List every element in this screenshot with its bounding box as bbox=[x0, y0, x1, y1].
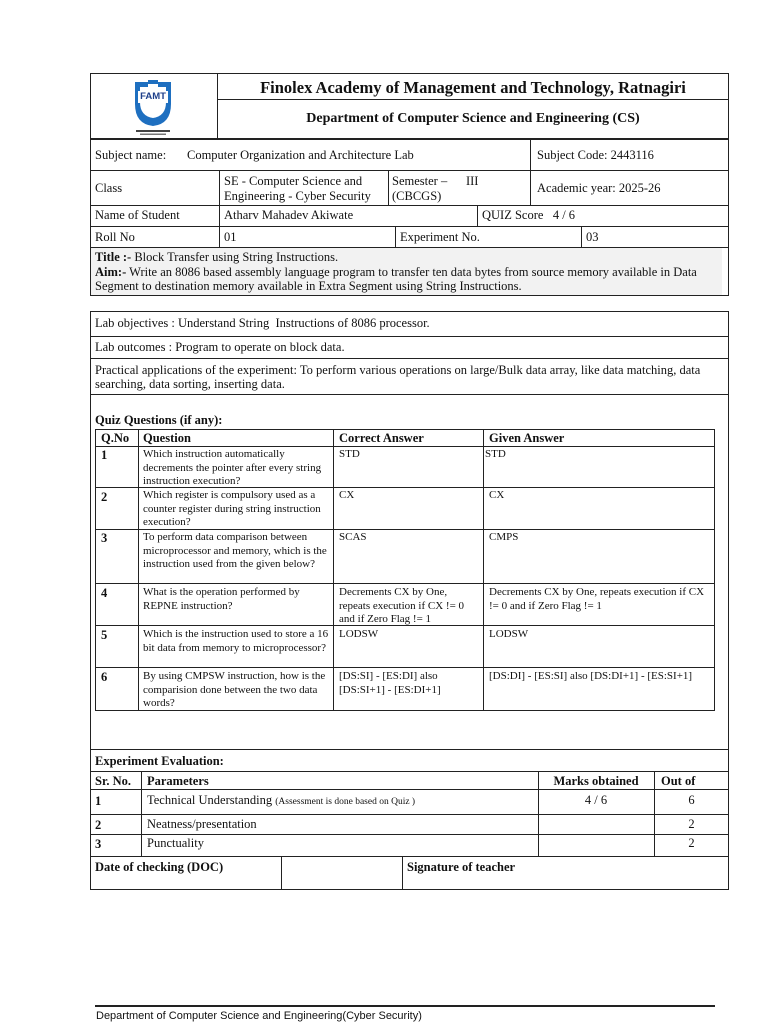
title-value: Block Transfer using String Instructions. bbox=[131, 250, 339, 264]
aim-line bbox=[95, 265, 723, 293]
logo-shield-icon bbox=[130, 78, 176, 136]
class-label: Class bbox=[95, 181, 123, 195]
info-col-line bbox=[388, 170, 389, 205]
practical-applications: Practical applications of the experiment: To perform various operations on large/Bulk data array, like data matching, data searching, data sorting, inserting data. bbox=[95, 363, 701, 391]
eval-row-line bbox=[90, 834, 729, 835]
quiz-row-2-given: CX bbox=[489, 489, 505, 501]
eval-col-line bbox=[402, 856, 403, 890]
quiz-row-1-given: STD bbox=[485, 448, 506, 460]
student-name-value: Atharv Mahadev Akiwate bbox=[224, 208, 354, 222]
info-row-line bbox=[90, 205, 729, 206]
date-of-checking-label: Date of checking (DOC) bbox=[95, 860, 224, 874]
eval-row-line bbox=[90, 771, 729, 772]
quiz-row-6-given: [DS:DI] - [ES:SI] also [DS:DI+1] - [ES:SI+1] bbox=[489, 670, 693, 682]
lab-objectives: Lab objectives : Understand String Instructions of 8086 processor. bbox=[95, 316, 430, 330]
info-row-line bbox=[90, 226, 729, 227]
student-name-label: Name of Student bbox=[95, 208, 180, 222]
eval-row-3-outof: 2 bbox=[688, 836, 695, 850]
eval-col-line bbox=[281, 856, 282, 890]
lab-row-line bbox=[90, 749, 729, 750]
quiz-row-line bbox=[95, 583, 715, 584]
lab-row-line bbox=[90, 358, 729, 359]
quiz-row-5-no: 5 bbox=[101, 628, 108, 642]
eval-header-parameters: Parameters bbox=[147, 774, 209, 788]
eval-row-line bbox=[90, 789, 729, 790]
info-col-line bbox=[530, 139, 531, 205]
logo-text: FAMT bbox=[140, 91, 166, 102]
experiment-no-value: 03 bbox=[586, 230, 599, 244]
quiz-row-4-no: 4 bbox=[101, 586, 108, 600]
eval-row-3-sr: 3 bbox=[95, 837, 102, 851]
quiz-col-line bbox=[483, 429, 484, 711]
quiz-row-1-question: Which instruction automatically decrements the pointer after every string instruction execution? bbox=[143, 448, 322, 487]
quiz-header-qno: Q.No bbox=[101, 431, 130, 445]
eval-row-1-outof: 6 bbox=[688, 793, 695, 807]
eval-row-line bbox=[90, 856, 729, 857]
evaluation-heading: Experiment Evaluation: bbox=[95, 754, 224, 768]
eval-row-2-param: Neatness/presentation bbox=[147, 817, 257, 831]
quiz-header-given: Given Answer bbox=[489, 431, 565, 445]
quiz-row-4-correct: Decrements CX by One, repeats execution if CX != 0 and if Zero Flag != 1 bbox=[339, 586, 465, 625]
quiz-header-correct: Correct Answer bbox=[339, 431, 424, 445]
eval-row-1-sr: 1 bbox=[95, 794, 102, 808]
eval-row-1-marks: 4 / 6 bbox=[584, 793, 608, 807]
title-label: Title :- bbox=[95, 250, 132, 264]
header-row-divider bbox=[217, 99, 729, 100]
info-col-line bbox=[395, 226, 396, 247]
quiz-row-2-no: 2 bbox=[101, 490, 108, 504]
quiz-row-3-given: CMPS bbox=[489, 531, 519, 543]
quiz-row-4-question: What is the operation performed by REPNE instruction? bbox=[143, 586, 300, 612]
quiz-row-1-no: 1 bbox=[101, 448, 108, 462]
title-line bbox=[95, 250, 720, 264]
academic-year: Academic year: 2025-26 bbox=[537, 181, 661, 195]
quiz-row-line bbox=[95, 667, 715, 668]
info-row-line bbox=[90, 170, 729, 171]
class-value-line-1: SE - Computer Science and bbox=[224, 174, 363, 188]
quiz-row-5-question: Which is the instruction used to store a 16 bit data from memory to microprocessor? bbox=[143, 628, 329, 654]
experiment-no-label: Experiment No. bbox=[400, 230, 480, 244]
aim-label: Aim:- bbox=[95, 265, 127, 279]
subject-value: Computer Organization and Architecture Lab bbox=[187, 148, 414, 162]
lab-row-line bbox=[90, 394, 729, 395]
semester-line-2: (CBCGS) bbox=[392, 189, 442, 203]
quiz-col-line bbox=[138, 429, 139, 711]
info-col-line bbox=[581, 226, 582, 247]
quiz-row-5-given: LODSW bbox=[489, 628, 529, 640]
eval-header-sr: Sr. No. bbox=[95, 774, 132, 788]
quiz-row-2-correct: CX bbox=[339, 489, 355, 501]
eval-row-3-param: Punctuality bbox=[147, 836, 204, 850]
subject-label: Subject name: bbox=[95, 148, 167, 162]
eval-row-2-outof: 2 bbox=[688, 817, 695, 831]
quiz-score: QUIZ Score 4 / 6 bbox=[482, 208, 576, 222]
subject-code: Subject Code: 2443116 bbox=[537, 148, 654, 162]
quiz-row-3-no: 3 bbox=[101, 531, 108, 545]
footer-rule bbox=[95, 1005, 715, 1007]
quiz-row-6-question: By using CMPSW instruction, how is the comparision done between the two data words? bbox=[143, 670, 326, 709]
institute-name: Finolex Academy of Management and Technology, Ratnagiri bbox=[260, 78, 686, 97]
quiz-row-6-correct: [DS:SI] - [ES:DI] also [DS:SI+1] - [ES:DI+1] bbox=[339, 670, 441, 696]
eval-col-line bbox=[141, 771, 142, 856]
quiz-row-6-no: 6 bbox=[101, 670, 108, 684]
quiz-row-5-correct: LODSW bbox=[339, 628, 379, 640]
quiz-row-2-question: Which register is compulsory used as a counter register during string instruction execution? bbox=[143, 489, 321, 528]
eval-row-1-param-text: Technical Understanding bbox=[147, 793, 273, 807]
quiz-header-question: Question bbox=[143, 431, 191, 445]
eval-row-line bbox=[90, 814, 729, 815]
eval-header-outof: Out of bbox=[661, 774, 696, 788]
quiz-col-line bbox=[333, 429, 334, 711]
eval-row-1-param bbox=[147, 793, 415, 810]
semester-line-1: Semester – III bbox=[392, 174, 479, 188]
footer-text: Department of Computer Science and Engineering(Cyber Security) bbox=[96, 1010, 422, 1022]
eval-row-1-note: (Assessment is done based on Quiz ) bbox=[275, 797, 416, 807]
info-col-line bbox=[219, 170, 220, 247]
quiz-row-3-correct: SCAS bbox=[339, 531, 367, 543]
quiz-row-1-correct: STD bbox=[339, 448, 360, 460]
eval-row-2-sr: 2 bbox=[95, 818, 102, 832]
quiz-heading: Quiz Questions (if any): bbox=[95, 413, 223, 427]
class-value-line-2: Engineering - Cyber Security bbox=[224, 189, 371, 203]
aim-value: Write an 8086 based assembly language program to transfer ten data bytes from source memory available in Data Segment to destination memory available in Extra Segment using String Instructions. bbox=[95, 265, 697, 293]
lab-outcomes: Lab outcomes : Program to operate on block data. bbox=[95, 340, 345, 354]
quiz-row-3-question: To perform data comparison between microprocessor and memory, which is the instruction used from the given below? bbox=[143, 531, 327, 570]
department-name: Department of Computer Science and Engineering (CS) bbox=[306, 111, 640, 126]
quiz-row-line bbox=[95, 446, 715, 447]
signature-label: Signature of teacher bbox=[407, 860, 516, 874]
roll-no-value: 01 bbox=[224, 230, 237, 244]
roll-no-label: Roll No bbox=[95, 230, 135, 244]
institute-logo bbox=[130, 78, 176, 136]
eval-header-marks: Marks obtained bbox=[553, 774, 639, 788]
info-col-line bbox=[477, 205, 478, 226]
quiz-row-4-given: Decrements CX by One, repeats execution if CX != 0 and if Zero Flag != 1 bbox=[489, 586, 705, 612]
lab-row-line bbox=[90, 336, 729, 337]
